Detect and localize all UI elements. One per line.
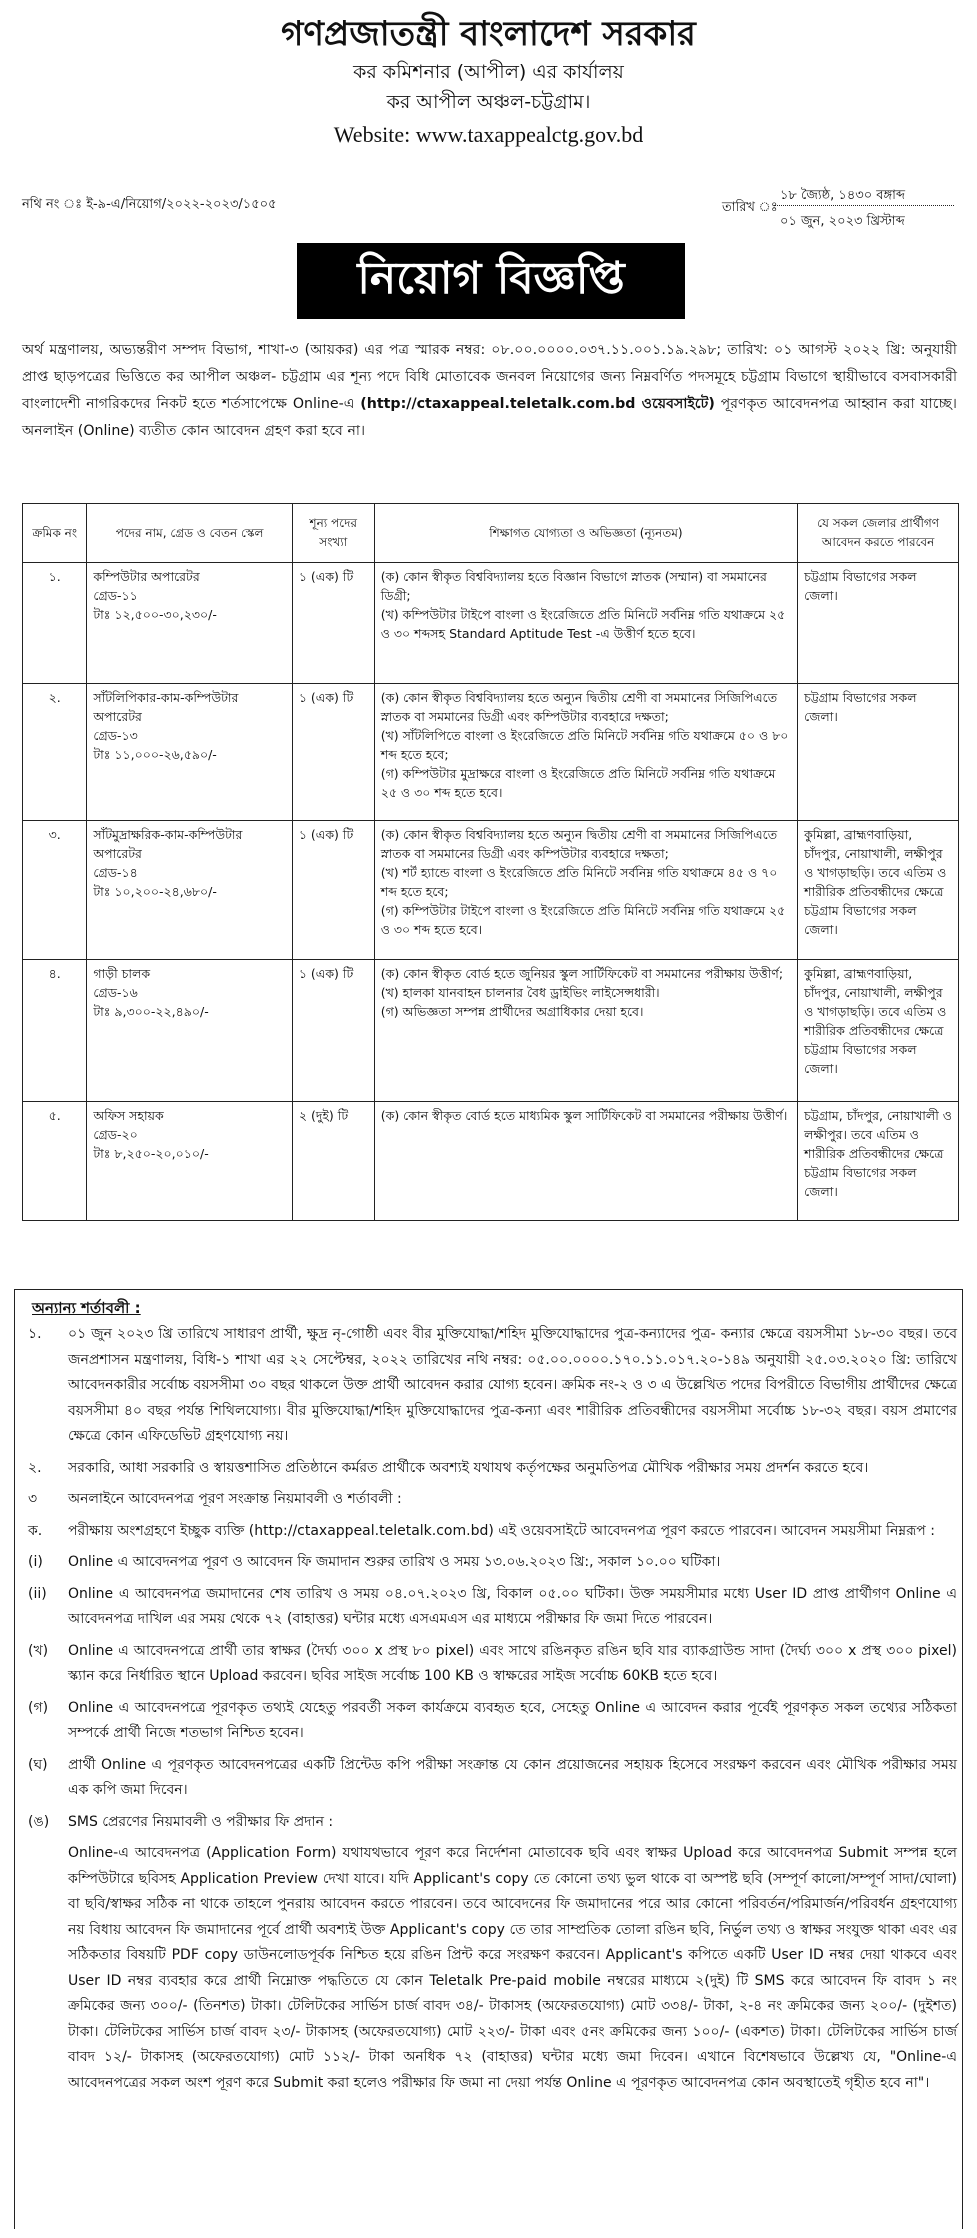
serial-number: ৪. bbox=[48, 966, 61, 981]
serial-number: ১. bbox=[48, 569, 61, 584]
condition-key: ১. bbox=[28, 1326, 42, 1342]
cell-serial bbox=[23, 960, 87, 1102]
date-label: তারিখ ঃ bbox=[722, 200, 778, 215]
eligible-districts: কুমিল্লা, ব্রাহ্মণবাড়িয়া, চাঁদপুর, নোয়াখালী, লক্ষীপুর ও খাগড়াছড়ি। তবে এতিম ও শারীরিক প্রতিবন্ধীদের ক্ষেত্রে চট্টগ্রাম বিভাগের সকল জেলা। bbox=[804, 827, 947, 937]
qualification-item: (খ) হালকা যানবাহন চালনার বৈধ ড্রাইভিং লাইসেন্সধারী। bbox=[380, 985, 660, 1000]
post-name: গাড়ী চালক bbox=[93, 966, 151, 981]
post-name: অফিস সহায়ক bbox=[93, 1108, 164, 1123]
post-scale: টাঃ ১০,২০০-২৪,৬৮০/- bbox=[93, 884, 217, 899]
government-title: গণপ্রজাতন্ত্রী বাংলাদেশ সরকার bbox=[281, 14, 696, 54]
eligible-districts: চট্টগ্রাম বিভাগের সকল জেলা। bbox=[804, 690, 917, 724]
condition-text: পরীক্ষায় অংশগ্রহণে ইচ্ছুক ব্যক্তি (http://ctaxappeal.teletalk.com.bd) এই ওয়েবসাইটে আবেদনপত্র পূরণ করতে পারবেন। আবেদন সময়সীমা নিম্নরূপ : bbox=[68, 1522, 935, 1539]
other-conditions-title: অন্যান্য শর্তাবলী : bbox=[32, 1299, 141, 1317]
qualification-item: (খ) সাঁটলিপিতে বাংলা ও ইংরেজিতে প্রতি মিনিটে সর্বনিম্ন গতি যথাক্রমে ৫০ ও ৮০ শব্দ হতে হবে; bbox=[380, 728, 789, 762]
vacancy-count: ২ (দুই) টি bbox=[298, 1108, 349, 1123]
condition-text: সরকারি, আধা সরকারি ও স্বায়ত্তশাসিত প্রতিষ্ঠানে কর্মরত প্রার্থীকে অবশ্যই যথাযথ কর্তৃপক্ষের অনুমতিপত্র মৌখিক পরীক্ষার সময় প্রদর্শন করতে হবে। bbox=[68, 1459, 869, 1476]
condition-item bbox=[22, 1810, 957, 1836]
condition-key: ক. bbox=[28, 1522, 43, 1539]
qualification-item: (খ) কম্পিউটার টাইপে বাংলা ও ইংরেজিতে প্রতি মিনিটে সর্বনিম্ন গতি যথাক্রমে ২৫ ও ৩০ শব্দসহ Standard Aptitude Test -এ উত্তীর্ণ হতে হবে। bbox=[380, 607, 786, 641]
condition-item bbox=[22, 1582, 957, 1633]
condition-key: (ঘ) bbox=[28, 1756, 48, 1773]
table-row bbox=[23, 1102, 959, 1221]
cell-count bbox=[292, 821, 374, 960]
qualification-item: (ক) কোন স্বীকৃত বোর্ড হতে মাধ্যমিক স্কুল সার্টিফিকেট বা সমমানের পরীক্ষায় উত্তীর্ণ। bbox=[380, 1108, 788, 1123]
cell-districts bbox=[798, 563, 959, 684]
condition-item bbox=[22, 1322, 957, 1450]
post-scale: টাঃ ৮,২৫০-২০,০১০/- bbox=[93, 1146, 209, 1161]
condition-key: (ii) bbox=[28, 1585, 47, 1602]
condition-key: (ঙ) bbox=[28, 1813, 50, 1830]
qualification-item: (গ) কম্পিউটার মুদ্রাক্ষরে বাংলা ও ইংরেজিতে প্রতি মিনিটে সর্বনিম্ন গতি যথাক্রমে ২৫ ও ৩০ শব্দ হতে হবে। bbox=[380, 766, 776, 800]
qualification-item: (গ) কম্পিউটার টাইপে বাংলা ও ইংরেজিতে প্রতি মিনিটে সর্বনিম্ন গতি যথাক্রমে ২৫ ও ৩০ শব্দ হতে হবে। bbox=[380, 903, 786, 937]
header-serial: ক্রমিক নং bbox=[23, 504, 87, 563]
conditions-box-right bbox=[962, 1289, 963, 2229]
condition-text: Online এ আবেদনপত্র পূরণ ও আবেদন ফি জমাদান শুরুর তারিখ ও সময় ১৩.০৬.২০২৩ খ্রি:, সকাল ১০.০০ ঘটিকা। bbox=[68, 1554, 721, 1570]
qualification-item: (ক) কোন স্বীকৃত বোর্ড হতে জুনিয়র স্কুল সার্টিফিকেট বা সমমানের পরীক্ষায় উত্তীর্ণ; bbox=[380, 966, 784, 981]
condition-item bbox=[22, 1753, 957, 1804]
header-qualification: শিক্ষাগত যোগ্যতা ও অভিজ্ঞতা (ন্যূনতম) bbox=[374, 504, 797, 563]
post-name: সাঁটলিপিকার-কাম-কম্পিউটার অপারেটর bbox=[93, 690, 239, 724]
cell-serial bbox=[23, 684, 87, 821]
cell-count bbox=[292, 563, 374, 684]
cell-districts bbox=[798, 1102, 959, 1221]
header-count: শূন্য পদের সংখ্যা bbox=[292, 504, 374, 563]
post-scale: টাঃ ১২,৫০০-৩০,২৩০/- bbox=[93, 607, 217, 622]
condition-text: Online এ আবেদনপত্রে প্রার্থী তার স্বাক্ষর (দৈর্ঘ্য ৩০০ x প্রস্থ ৮০ pixel) এবং সাথে রঙিনকৃত রঙিন ছবি যার ব্যাকগ্রাউন্ড সাদা (দৈর্ঘ্য ৩০০ x প্রস্থ ৩০০ pixel) স্ক্যান করে নির্ধারিত স্থানে Upload করবেন। ছবির সাইজ সর্বোচ্চ 100 KB ও স্বাক্ষরের সাইজ সর্বোচ্চ 60KB হতে হবে। bbox=[68, 1642, 957, 1684]
cell-qualification bbox=[374, 960, 797, 1102]
qualification-item: (ক) কোন স্বীকৃত বিশ্ববিদ্যালয় হতে অন্যুন দ্বিতীয় শ্রেণী বা সমমানের সিজিপিএতে স্নাতক বা সমমানের ডিগ্রী এবং কম্পিউটার ব্যবহারে দক্ষতা; bbox=[380, 690, 778, 724]
cell-serial bbox=[23, 1102, 87, 1221]
vacancy-count: ১ (এক) টি bbox=[298, 966, 354, 981]
table-row bbox=[23, 960, 959, 1102]
condition-text: SMS প্রেরণের নিয়মাবলী ও পরীক্ষার ফি প্রদান : bbox=[68, 1813, 334, 1830]
vacancy-count: ১ (এক) টি bbox=[298, 690, 354, 705]
cell-post bbox=[87, 684, 292, 821]
table-row bbox=[23, 684, 959, 821]
cell-post bbox=[87, 821, 292, 960]
condition-item bbox=[22, 1639, 957, 1690]
conditions-box-top bbox=[14, 1289, 963, 1290]
qualification-item: (গ) অভিজ্ঞতা সম্পন্ন প্রার্থীদের অগ্রাধিকার দেয়া হবে। bbox=[380, 1004, 644, 1019]
header-districts: যে সকল জেলার প্রার্থীগণ আবেদন করতে পারবেন bbox=[798, 504, 959, 563]
date-english: ০১ জুন, ২০২৩ খ্রিস্টাব্দ bbox=[780, 214, 905, 229]
cell-qualification bbox=[374, 684, 797, 821]
condition-item bbox=[22, 1487, 957, 1513]
cell-count bbox=[292, 1102, 374, 1221]
conditions-box-left bbox=[14, 1289, 15, 2229]
condition-text: Online এ আবেদনপত্র জমাদানের শেষ তারিখ ও সময় ০৪.০৭.২০২৩ খ্রি, বিকাল ০৫.০০ ঘটিকা। উক্ত সময়সীমার মধ্যে User ID প্রাপ্ত প্রার্থীগণ Online এ আবেদনপত্র দাখিল এর সময় থেকে ৭২ (বাহাত্তর) ঘন্টার মধ্যে এসএমএস এর মাধ্যমে পরীক্ষার ফি জমা দিতে পারবেন। bbox=[68, 1585, 957, 1627]
condition-item bbox=[22, 1696, 957, 1747]
post-scale: টাঃ ৯,৩০০-২২,৪৯০/- bbox=[93, 1004, 209, 1019]
header-post: পদের নাম, গ্রেড ও বেতন স্কেল bbox=[87, 504, 292, 563]
condition-text: ০১ জুন ২০২৩ খ্রি তারিখে সাধারণ প্রার্থী, ক্ষুদ্র নৃ-গোষ্ঠী এবং বীর মুক্তিযোদ্ধা/শহিদ মুক্তিযোদ্ধাদের পুত্র-কন্যাদের পুত্র- কন্যার ক্ষেত্রে বয়সসীমা ১৮-৩০ বছর। তবে জনপ্রশাসন মন্ত্রণালয়, বিধি-১ শাখা এর ২২ সেপ্টেম্বর, ২০২২ তারিখের নথি নম্বর: ০৫.০০.০০০০.১৭০.১১.০১৭.২০-১৪৯ অনুযায়ী ২৫.০৩.২০২০ খ্রি: তারিখে আবেদনকারীর সর্বোচ্চ বয়সসীমা ৩০ বছর থাকলে উক্ত প্রার্থী আবেদন করার যোগ্য হবেন। ক্রমিক নং-২ ও ৩ এ উল্লেখিত পদের বিপরীতে বিভাগীয় প্রার্থীদের ক্ষেত্রে বয়সসীমা ৪০ বছর পর্যন্ত শিথিলযোগ্য। বীর মুক্তিযোদ্ধা/শহিদ মুক্তিযোদ্ধাদের পুত্র-কন্যা এবং শারীরিক প্রতিবন্ধীদের বয়সসীমা সর্বোচ্চ ১৮-৩২ বছর। বয়স প্রমাণের ক্ষেত্রে কোন এফিডেভিট গ্রহণযোগ্য নয়। bbox=[68, 1326, 957, 1444]
condition-key: ৩ bbox=[28, 1491, 38, 1507]
cell-districts bbox=[798, 821, 959, 960]
cell-count bbox=[292, 960, 374, 1102]
cell-qualification bbox=[374, 821, 797, 960]
intro-text-2: পূরণকৃত আবেদনপত্র আহ্বান করা যাচ্ছে। অনলাইন (Online) ব্যতীত কোন আবেদন গ্রহণ করা হবে না। bbox=[22, 396, 958, 439]
condition-item bbox=[22, 1550, 957, 1576]
condition-text: Online-এ আবেদনপত্র (Application Form) যথাযথভাবে পূরণ করে নির্দেশনা মোতাবেক ছবি এবং স্বাক্ষর Upload করে আবেদনপত্র Submit সম্পন্ন হলে কম্পিউটারে ছবিসহ Application Preview দেখা যাবে। যদি Applicant's copy তে কোনো তথ্য ভুল থাকে বা অস্পষ্ট ছবি (সম্পূর্ণ কালো/সম্পূর্ণ সাদা/ঘোলা) বা ছবি/স্বাক্ষর সঠিক না থাকে তাহলে পুনরায় আবেদন করতে পারবেন। তবে আবেদনের ফি জমাদানের পরে আর কোনো পরিবর্তন/পরিমার্জন/পরিবর্ধন গ্রহণযোগ্য নয় বিধায় আবেদন ফি জমাদানের পূর্বে প্রার্থী অবশ্যই উক্ত Applicant's copy তে তার সাম্প্রতিক তোলা রঙিন ছবি, নির্ভুল তথ্য ও স্বাক্ষর সংযুক্ত থাকা এবং এর সঠিকতার বিষয়টি PDF copy ডাউনলোডপূর্বক নিশ্চিত হয়ে রঙিন প্রিন্ট করে সংরক্ষণ করবেন। Applicant's কপিতে একটি User ID নম্বর দেয়া থাকবে এবং User ID নম্বর ব্যবহার করে প্রার্থী নিম্নোক্ত পদ্ধতিতে যে কোন Teletalk Pre-paid mobile নম্বরের মাধ্যমে ২(দুই) টি SMS করে আবেদন ফি বাবদ ১ নং ক্রমিকের জন্য ৩০০/- (তিনশত) টাকা। টেলিটকের সার্ভিস চার্জ বাবদ ৩৪/- টাকাসহ (অফেরতযোগ্য) মোট ৩৩৪/- টাকা, ২-৪ নং ক্রমিকের জন্য ২০০/- (দুইশত) টাকা। টেলিটকের সার্ভিস চার্জ বাবদ ২৩/- টাকাসহ (অফেরতযোগ্য) মোট ২২৩/- টাকা এবং ৫নং ক্রমিকের জন্য ১০০/- (একশত) টাকা। টেলিটকের সার্ভিস চার্জ বাবদ ১২/- টাকাসহ (অফেরতযোগ্য) মোট ১১২/- টাকা অনধিক ৭২ (বাহাত্তর) ঘন্টার মধ্যে জমা দিবেন। এখানে বিশেষভাবে উল্লেখ্য যে, "Online-এ আবেদনপত্রের সকল অংশ পূরণ করে Submit করা হলেও পরীক্ষার ফি জমা না দেয়া পর্যন্ত Online এ পূরণকৃত আবেদনপত্র কোন অবস্থাতেই গৃহীত হবে না"। bbox=[68, 1845, 957, 2091]
cell-post bbox=[87, 960, 292, 1102]
qualification-item: (ক) কোন স্বীকৃত বিশ্ববিদ্যালয় হতে অন্যুন দ্বিতীয় শ্রেণী বা সমমানের সিজিপিএতে স্নাতক বা সমমানের ডিগ্রী এবং কম্পিউটার ব্যবহারে দক্ষতা; bbox=[380, 827, 778, 861]
post-grade: গ্রেড-২০ bbox=[93, 1127, 138, 1142]
condition-item bbox=[22, 1456, 957, 1482]
intro-paragraph bbox=[22, 337, 957, 445]
intro-link: (http://ctaxappeal.teletalk.com.bd ওয়েবসাইটে) bbox=[360, 396, 715, 412]
intro-text-1: অর্থ মন্ত্রণালয়, অভ্যন্তরীণ সম্পদ বিভাগ, শাখা-৩ (আয়কর) এর পত্র স্মারক নম্বর: ০৮.০০.০০০০.০৩৭.১১.০০১.১৯.২৯৮; তারিখ: ০১ আগস্ট ২০২২ খ্রি: অনুযায়ী প্রাপ্ত ছাড়পত্রের ভিত্তিতে কর আপীল অঞ্চল- চট্টগ্রাম এর শূন্য পদে বিধি মোতাবেক জনবল নিয়োগের জন্য নিম্নবর্ণিত পদসমূহে চট্টগ্রাম বিভাগে স্থায়ীভাবে বসবাসকারী বাংলাদেশী নাগরিকদের নিকট হতে শর্তসাপেক্ষে Online-এ bbox=[22, 342, 957, 412]
cell-qualification bbox=[374, 563, 797, 684]
condition-key: (খ) bbox=[28, 1642, 49, 1659]
cell-qualification bbox=[374, 1102, 797, 1221]
serial-number: ৩. bbox=[48, 827, 61, 842]
vacancy-count: ১ (এক) টি bbox=[298, 569, 354, 584]
post-grade: গ্রেড-১৬ bbox=[93, 985, 138, 1000]
posts-table bbox=[22, 503, 959, 1221]
cell-post bbox=[87, 563, 292, 684]
cell-post bbox=[87, 1102, 292, 1221]
eligible-districts: কুমিল্লা, ব্রাহ্মণবাড়িয়া, চাঁদপুর, নোয়াখালী, লক্ষীপুর ও খাগড়াছড়ি। তবে এতিম ও শারীরিক প্রতিবন্ধীদের ক্ষেত্রে চট্টগ্রাম বিভাগের সকল জেলা। bbox=[804, 966, 947, 1076]
memo-number: নথি নং ঃ ই-৯-এ/নিয়োগ/২০২২-২০২৩/১৫০৫ bbox=[22, 197, 277, 212]
post-grade: গ্রেড-১১ bbox=[93, 588, 138, 603]
office-name: কর কমিশনার (আপীল) এর কার্যালয় bbox=[353, 61, 624, 83]
cell-serial bbox=[23, 821, 87, 960]
condition-key: (গ) bbox=[28, 1699, 49, 1716]
condition-item bbox=[22, 1519, 957, 1545]
qualification-item: (খ) শর্ট হ্যান্ডে বাংলা ও ইংরেজিতে প্রতি মিনিটে সর্বনিম্ন গতি যথাক্রমে ৪৫ ও ৭০ শব্দ হতে হবে; bbox=[380, 865, 778, 899]
condition-key: (i) bbox=[28, 1554, 43, 1570]
cell-serial bbox=[23, 563, 87, 684]
zone-name: কর আপীল অঞ্চল-চট্টগ্রাম। bbox=[386, 91, 591, 113]
serial-number: ২. bbox=[48, 690, 61, 705]
conditions-list bbox=[22, 1322, 957, 2102]
notice-banner: নিয়োগ বিজ্ঞপ্তি bbox=[297, 243, 685, 319]
condition-text: Online এ আবেদনপত্রে পূরণকৃত তথ্যই যেহেতু পরবর্তী সকল কার্যক্রমে ব্যবহৃত হবে, সেহেতু Online এ আবেদন করার পূর্বেই পূরণকৃত সকল তথ্যের সঠিকতা সম্পর্কে প্রার্থী নিজে শতভাগ নিশ্চিত হবেন। bbox=[68, 1699, 957, 1741]
post-grade: গ্রেড-১৪ bbox=[93, 865, 138, 880]
serial-number: ৫. bbox=[48, 1108, 61, 1123]
condition-text: প্রার্থী Online এ পূরণকৃত আবেদনপত্রের একটি প্রিন্টেড কপি পরীক্ষা সংক্রান্ত যে কোন প্রয়োজনের সহায়ক হিসেবে সংরক্ষণ করবেন এবং মৌখিক পরীক্ষার সময় এক কপি জমা দিবেন। bbox=[68, 1756, 957, 1798]
table-header-row bbox=[23, 504, 959, 563]
cell-districts bbox=[798, 684, 959, 821]
vacancy-count: ১ (এক) টি bbox=[298, 827, 354, 842]
post-grade: গ্রেড-১৩ bbox=[93, 728, 138, 743]
condition-text: অনলাইনে আবেদনপত্র পূরণ সংক্রান্ত নিয়মাবলী ও শর্তাবলী : bbox=[68, 1491, 402, 1507]
qualification-item: (ক) কোন স্বীকৃত বিশ্ববিদ্যালয় হতে বিজ্ঞান বিভাগে স্নাতক (সম্মান) বা সমমানের ডিগ্রী; bbox=[380, 569, 767, 603]
eligible-districts: চট্টগ্রাম বিভাগের সকল জেলা। bbox=[804, 569, 917, 603]
cell-districts bbox=[798, 960, 959, 1102]
table-row bbox=[23, 563, 959, 684]
post-scale: টাঃ ১১,০০০-২৬,৫৯০/- bbox=[93, 747, 217, 762]
condition-item bbox=[22, 1841, 957, 2096]
website-line: Website: www.taxappealctg.gov.bd bbox=[333, 122, 644, 147]
eligible-districts: চট্টগ্রাম, চাঁদপুর, নোয়াখালী ও লক্ষীপুর। তবে এতিম ও শারীরিক প্রতিবন্ধীদের ক্ষেত্রে চট্টগ্রাম বিভাগের সকল জেলা। bbox=[804, 1108, 952, 1199]
cell-count bbox=[292, 684, 374, 821]
date-bangla: ১৮ জ্যৈষ্ঠ, ১৪৩০ বঙ্গাব্দ bbox=[780, 188, 906, 203]
date-divider bbox=[774, 205, 954, 206]
post-name: সাঁটমুদ্রাক্ষরিক-কাম-কম্পিউটার অপারেটর bbox=[93, 827, 243, 861]
condition-key: ২. bbox=[28, 1459, 42, 1476]
post-name: কম্পিউটার অপারেটর bbox=[93, 569, 200, 584]
table-row bbox=[23, 821, 959, 960]
